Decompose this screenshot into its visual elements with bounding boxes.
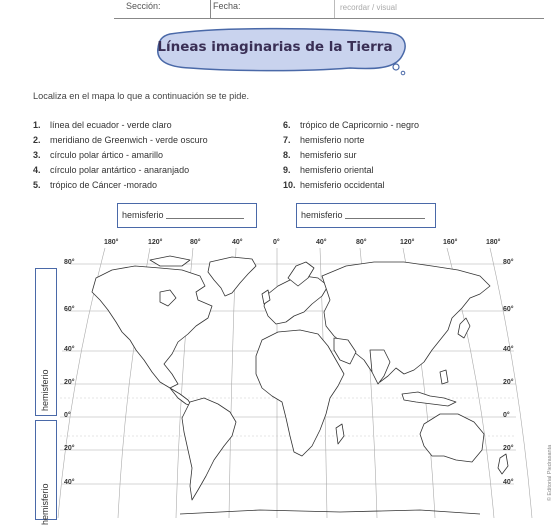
- task-text: trópico de Capricornio - negro: [300, 120, 420, 130]
- latitude-label-left: 20°: [64, 379, 75, 386]
- task-number: 4.: [33, 165, 41, 175]
- task-number: 2.: [33, 135, 41, 145]
- latitude-label-right: 80°: [503, 259, 514, 266]
- latitude-label-right: 20°: [503, 379, 514, 386]
- arctic-islands-outline: [150, 256, 190, 266]
- task-number: 1.: [33, 120, 41, 130]
- task-number: 8.: [283, 150, 291, 160]
- longitude-label: 180°: [104, 239, 119, 246]
- task-number: 5.: [33, 180, 41, 190]
- japan-outline: [458, 318, 470, 338]
- answer-box-label: hemisferio: [40, 369, 50, 411]
- date-label: Fecha:: [213, 1, 241, 11]
- answer-box-label: hemisferio: [301, 210, 343, 220]
- publisher-credit: © Editorial Piedrasanta: [546, 444, 553, 502]
- longitude-label: 80°: [190, 239, 201, 246]
- new-zealand-outline: [498, 454, 508, 474]
- latitude-label-left: 20°: [64, 445, 75, 452]
- philippines-outline: [440, 370, 448, 384]
- madagascar-outline: [336, 424, 344, 444]
- latitude-label-right: 0°: [503, 412, 510, 419]
- continents: [92, 256, 508, 514]
- task-text: meridiano de Greenwich - verde oscuro: [50, 135, 208, 145]
- task-text: hemisferio sur: [300, 150, 357, 160]
- longitude-label: 80°: [356, 239, 367, 246]
- task-text: círculo polar antártico - anaranjado: [50, 165, 190, 175]
- longitude-label: 0°: [273, 239, 280, 246]
- answer-box-label: hemisferio: [122, 210, 164, 220]
- indonesia-outline: [402, 392, 456, 406]
- longitude-label: 40°: [232, 239, 243, 246]
- task-number: 6.: [283, 120, 291, 130]
- south-america-outline: [182, 398, 236, 500]
- longitude-label: 120°: [400, 239, 415, 246]
- task-number: 9.: [283, 165, 291, 175]
- latitude-label-left: 80°: [64, 259, 75, 266]
- latitude-label-right: 60°: [503, 306, 514, 313]
- latitude-label-left: 0°: [64, 412, 71, 419]
- latitude-label-left: 60°: [64, 306, 75, 313]
- latitude-label-right: 40°: [503, 346, 514, 353]
- task-text: hemisferio norte: [300, 135, 365, 145]
- latitude-label-left: 40°: [64, 346, 75, 353]
- latitude-label-right: 20°: [503, 445, 514, 452]
- task-text: hemisferio oriental: [300, 165, 374, 175]
- task-number: 7.: [283, 135, 291, 145]
- task-text: trópico de Cáncer -morado: [50, 180, 158, 190]
- header-hint: recordar / visual: [340, 3, 397, 12]
- longitude-label: 120°: [148, 239, 163, 246]
- latitude-label-right: 40°: [503, 479, 514, 486]
- greenland-outline: [208, 257, 256, 296]
- task-text: línea del ecuador - verde claro: [50, 120, 172, 130]
- answer-box-label: hemisferio: [40, 483, 50, 525]
- north-america-outline: [92, 266, 212, 388]
- longitude-label: 180°: [486, 239, 501, 246]
- africa-outline: [256, 330, 344, 456]
- instructions: Localiza en el mapa lo que a continuación se te pide.: [33, 91, 250, 101]
- task-text: círculo polar ártico - amarillo: [50, 150, 164, 160]
- longitude-label: 160°: [443, 239, 458, 246]
- page-title: Líneas imaginarias de la Tierra: [157, 39, 393, 55]
- section-label: Sección:: [126, 1, 161, 11]
- longitude-label: 40°: [316, 239, 327, 246]
- task-number: 3.: [33, 150, 41, 160]
- australia-outline: [420, 414, 484, 462]
- task-number: 10.: [283, 180, 296, 190]
- task-text: hemisferio occidental: [300, 180, 385, 190]
- latitude-label-left: 40°: [64, 479, 75, 486]
